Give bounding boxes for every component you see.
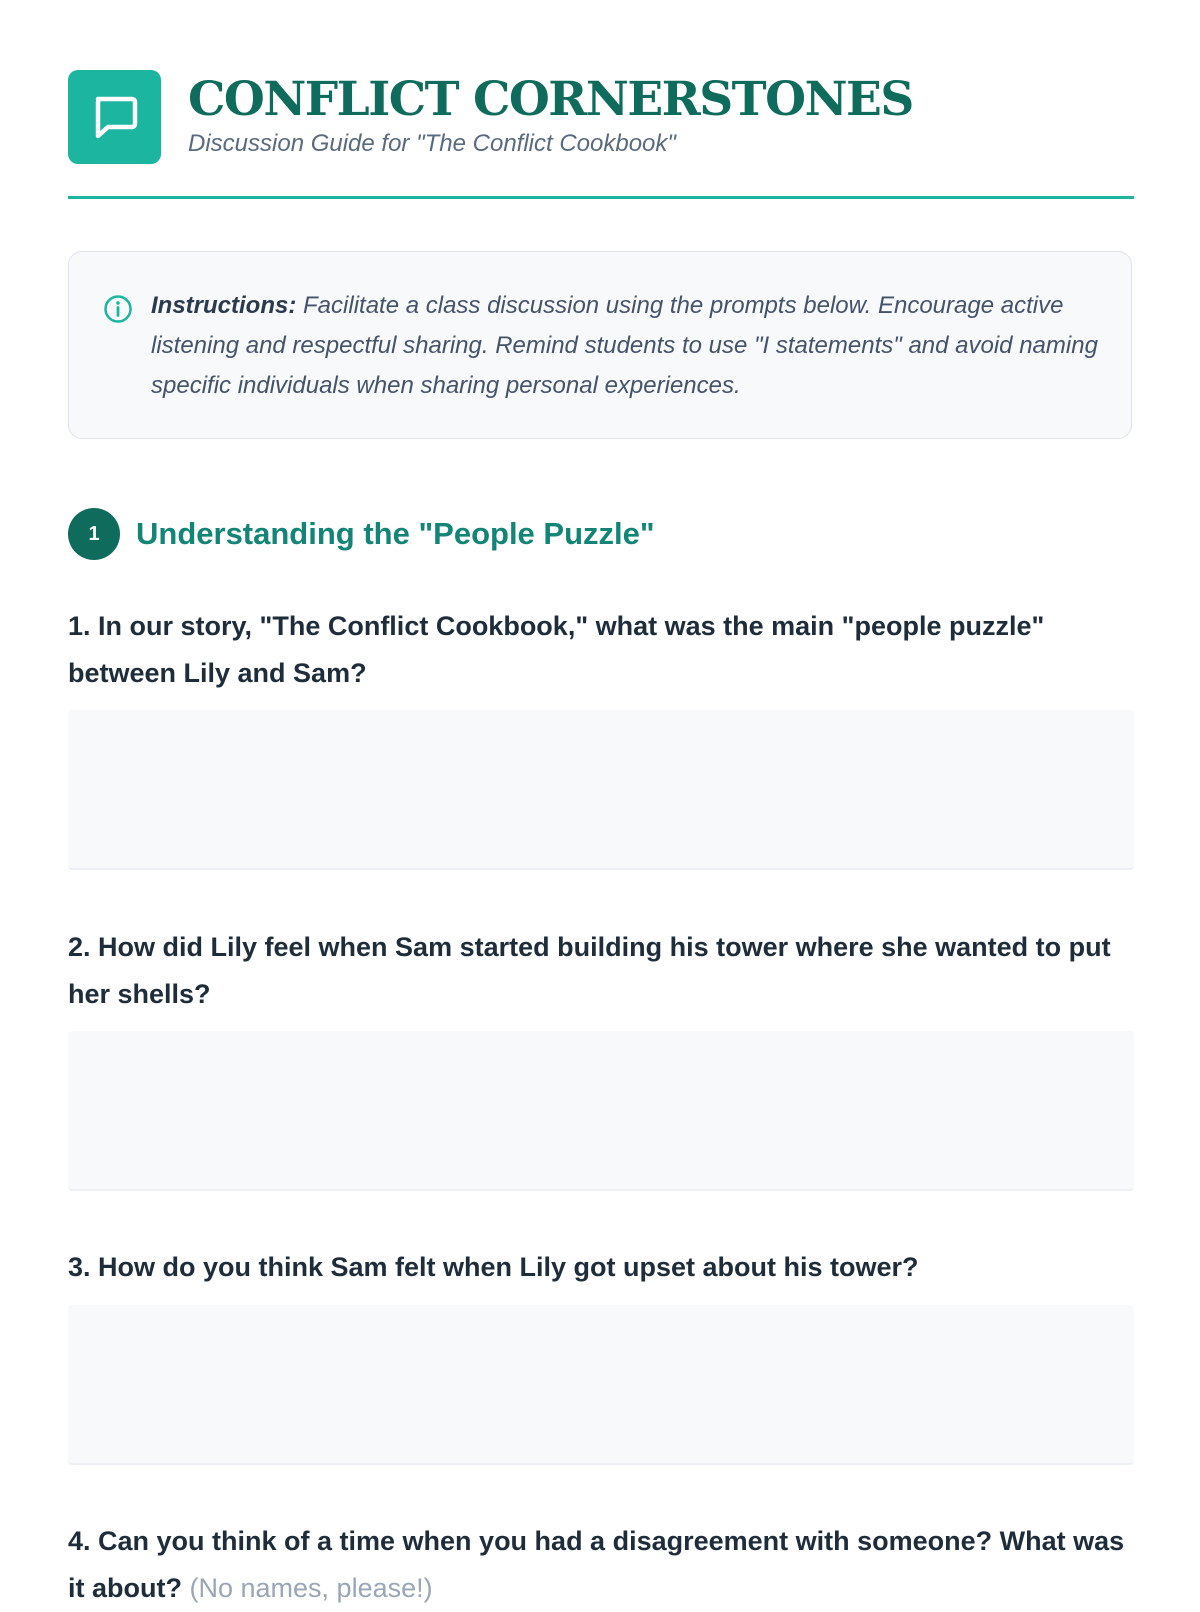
question-4-text: 4. Can you think of a time when you had a disagreement with someone? What was it about? [68, 1526, 1125, 1603]
question-2: 2. How did Lily feel when Sam started building his tower where she wanted to put her shells? [68, 932, 1111, 1009]
instructions-text [151, 286, 1101, 406]
instructions-body: Facilitate a class discussion using the prompts below. Encourage active listening and respectful sharing. Remind students to use "I statements" and avoid naming specific individuals when sharing personal experiences. [151, 292, 1098, 399]
section-title: Understanding the "People Puzzle" [136, 516, 655, 551]
section-header [68, 508, 655, 560]
instructions-label: Instructions: [151, 292, 297, 319]
answer-box-3[interactable] [68, 1305, 1134, 1465]
question-4-hint: (No names, please!) [189, 1573, 433, 1603]
page-header [68, 70, 1134, 199]
question-1: 1. In our story, "The Conflict Cookbook," what was the main "people puzzle" between Lily and Sam? [68, 611, 1045, 688]
page-title: CONFLICT CORNERSTONES [188, 72, 913, 127]
logo [68, 70, 161, 164]
page-subtitle: Discussion Guide for "The Conflict Cookbook" [188, 130, 676, 157]
answer-box-2[interactable] [68, 1031, 1134, 1191]
section-number-badge: 1 [68, 508, 120, 560]
speech-bubble-icon [88, 90, 142, 144]
instructions-box [68, 251, 1132, 439]
answer-box-1[interactable] [68, 710, 1134, 870]
question-4 [68, 1518, 1134, 1612]
question-3: 3. How do you think Sam felt when Lily got upset about his tower? [68, 1252, 919, 1282]
info-icon [103, 294, 133, 324]
